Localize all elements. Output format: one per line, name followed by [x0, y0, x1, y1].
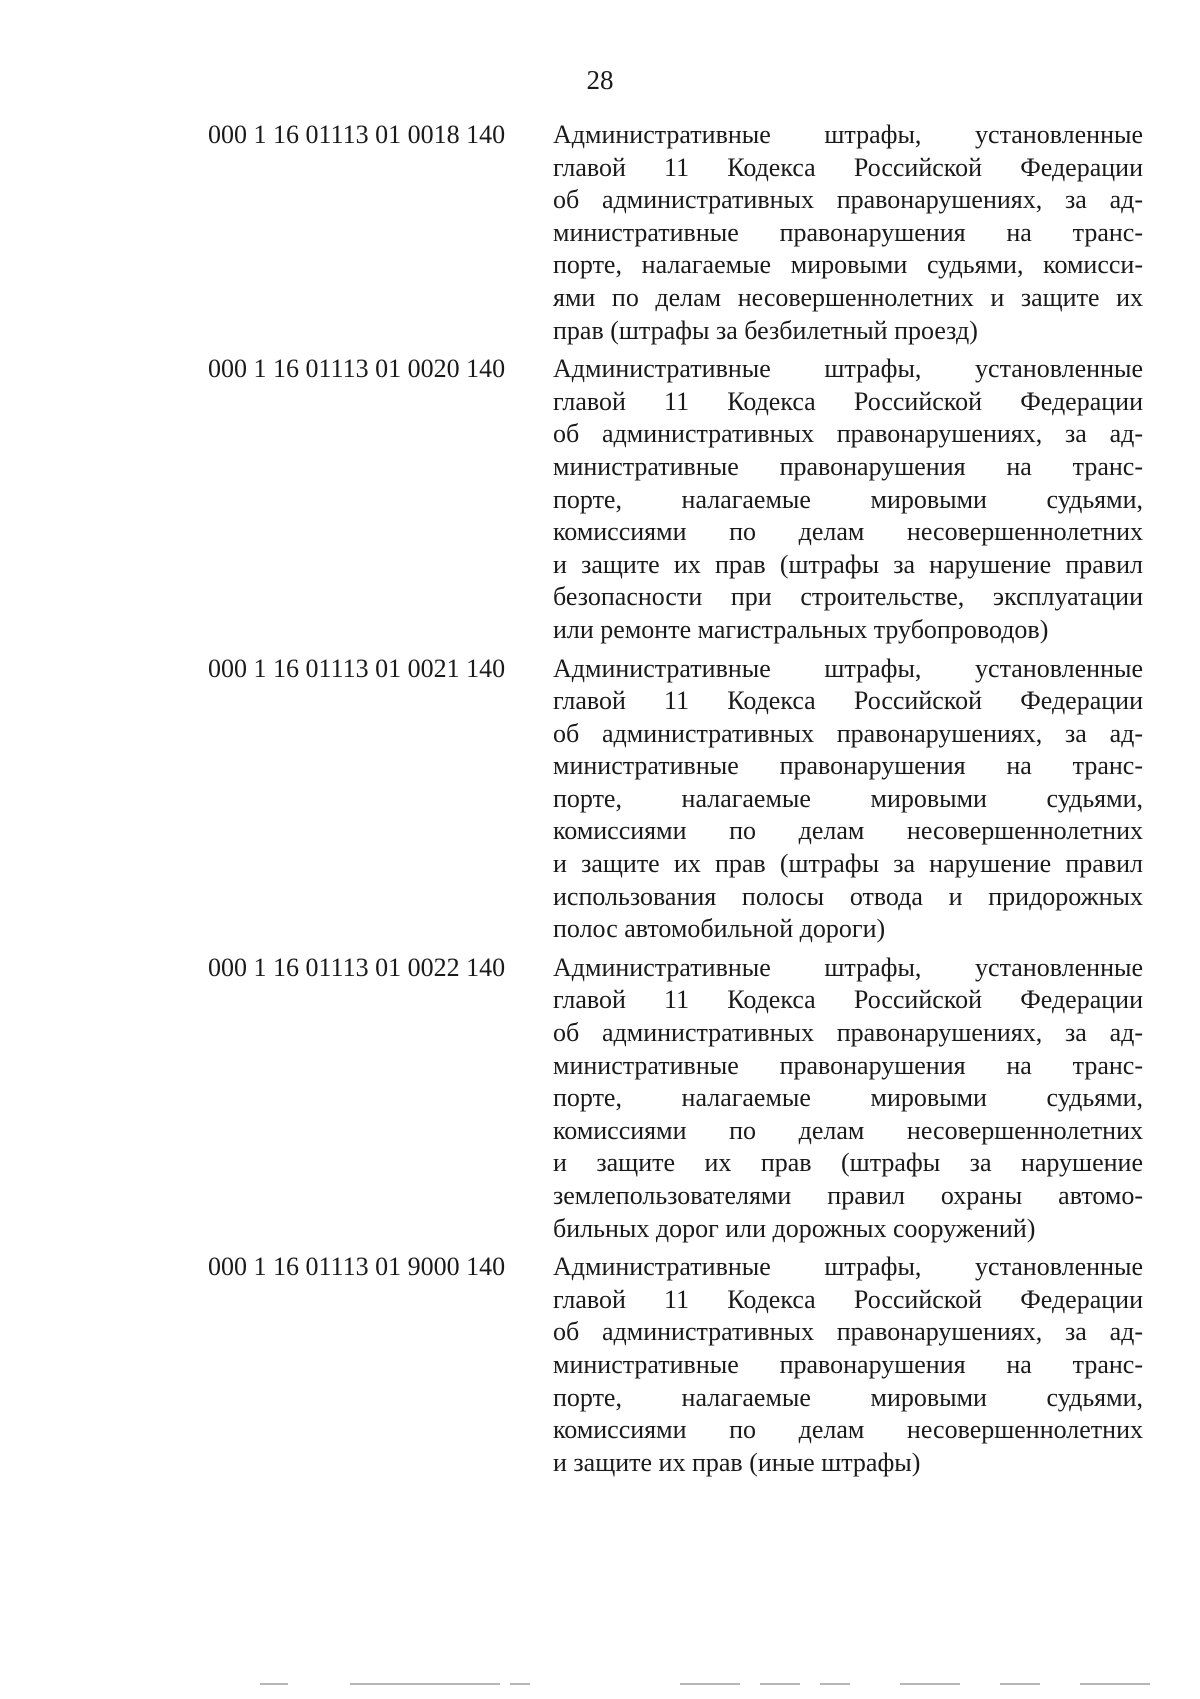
- description-line: главой 11 Кодекса Российской Федерации: [553, 985, 1143, 1015]
- description-line: порте, налагаемые мировыми судьями,: [553, 484, 1143, 514]
- revenue-description: [553, 952, 1143, 1245]
- description-line: об административных правонарушениях, за ад-: [553, 718, 1143, 748]
- description-line: об административных правонарушениях, за ад-: [553, 1018, 1143, 1048]
- description-line: министративные правонарушения на транс-: [553, 1050, 1143, 1080]
- description-line: бильных дорог или дорожных сооружений): [553, 1213, 1036, 1243]
- description-line: главой 11 Кодекса Российской Федерации: [553, 386, 1143, 416]
- page-number: 28: [586, 65, 614, 95]
- budget-classification-code: 000 1 16 01113 01 9000 140: [208, 1252, 506, 1282]
- budget-classification-code: 000 1 16 01113 01 0022 140: [208, 952, 506, 982]
- description-line: и защите их прав (штрафы за нарушение: [553, 1148, 1143, 1178]
- description-line: комиссиями по делам несовершеннолетних: [553, 816, 1143, 846]
- budget-code-entry: [208, 119, 1143, 347]
- description-line: комиссиями по делам несовершеннолетних: [553, 517, 1143, 547]
- description-line: об административных правонарушениях, за ад-: [553, 1317, 1143, 1347]
- description-line: министративные правонарушения на транс-: [553, 451, 1143, 481]
- description-line: Административные штрафы, установленные: [553, 120, 1143, 149]
- budget-classification-code: 000 1 16 01113 01 0021 140: [208, 653, 506, 683]
- description-line: полос автомобильной дороги): [553, 914, 886, 944]
- description-line: Административные штрафы, установленные: [553, 354, 1143, 384]
- description-line: и защите их прав (иные штрафы): [553, 1447, 921, 1477]
- description-line: прав (штрафы за безбилетный проезд): [553, 315, 978, 345]
- scan-artifact-marks: [260, 1681, 1160, 1687]
- description-line: и защите их прав (штрафы за нарушение правил: [553, 849, 1143, 879]
- budget-classification-code: 000 1 16 01113 01 0020 140: [208, 354, 506, 384]
- description-line: главой 11 Кодекса Российской Федерации: [553, 1284, 1143, 1314]
- description-line: об административных правонарушениях, за ад-: [553, 419, 1143, 449]
- description-line: Административные штрафы, установленные: [553, 1252, 1143, 1282]
- description-line: и защите их прав (штрафы за нарушение правил: [553, 549, 1143, 579]
- description-line: безопасности при строительстве, эксплуатации: [553, 582, 1143, 612]
- description-line: использования полосы отвода и придорожных: [553, 881, 1143, 911]
- description-line: ями по делам несовершеннолетних и защите их: [553, 282, 1143, 312]
- description-line: министративные правонарушения на транс-: [553, 1349, 1143, 1379]
- description-line: или ремонте магистральных трубопроводов): [553, 614, 1049, 644]
- description-line: порте, налагаемые мировыми судьями,: [553, 1083, 1143, 1113]
- budget-code-entry: [208, 653, 1143, 946]
- description-line: министративные правонарушения на транс-: [553, 217, 1143, 247]
- description-line: главой 11 Кодекса Российской Федерации: [553, 686, 1143, 716]
- description-line: комиссиями по делам несовершеннолетних: [553, 1115, 1143, 1145]
- description-line: главой 11 Кодекса Российской Федерации: [553, 152, 1143, 182]
- revenue-description: [553, 653, 1143, 946]
- description-line: комиссиями по делам несовершеннолетних: [553, 1415, 1143, 1445]
- description-line: Административные штрафы, установленные: [553, 952, 1143, 982]
- budget-code-entry: [208, 1251, 1143, 1479]
- revenue-description: [553, 353, 1143, 646]
- description-line: об административных правонарушениях, за ад-: [553, 185, 1143, 215]
- budget-classification-code: 000 1 16 01113 01 0018 140: [208, 120, 506, 149]
- description-line: порте, налагаемые мировыми судьями, комисси-: [553, 250, 1143, 280]
- description-line: землепользователями правил охраны автомо-: [553, 1181, 1143, 1210]
- description-line: Административные штрафы, установленные: [553, 653, 1143, 683]
- description-line: порте, налагаемые мировыми судьями,: [553, 783, 1143, 813]
- budget-code-entry: [208, 353, 1143, 646]
- budget-code-list: [208, 119, 1143, 1485]
- description-line: министративные правонарушения на транс-: [553, 751, 1143, 781]
- budget-code-entry: [208, 952, 1143, 1245]
- revenue-description: [553, 1251, 1143, 1479]
- description-line: порте, налагаемые мировыми судьями,: [553, 1382, 1143, 1412]
- revenue-description: [553, 119, 1143, 347]
